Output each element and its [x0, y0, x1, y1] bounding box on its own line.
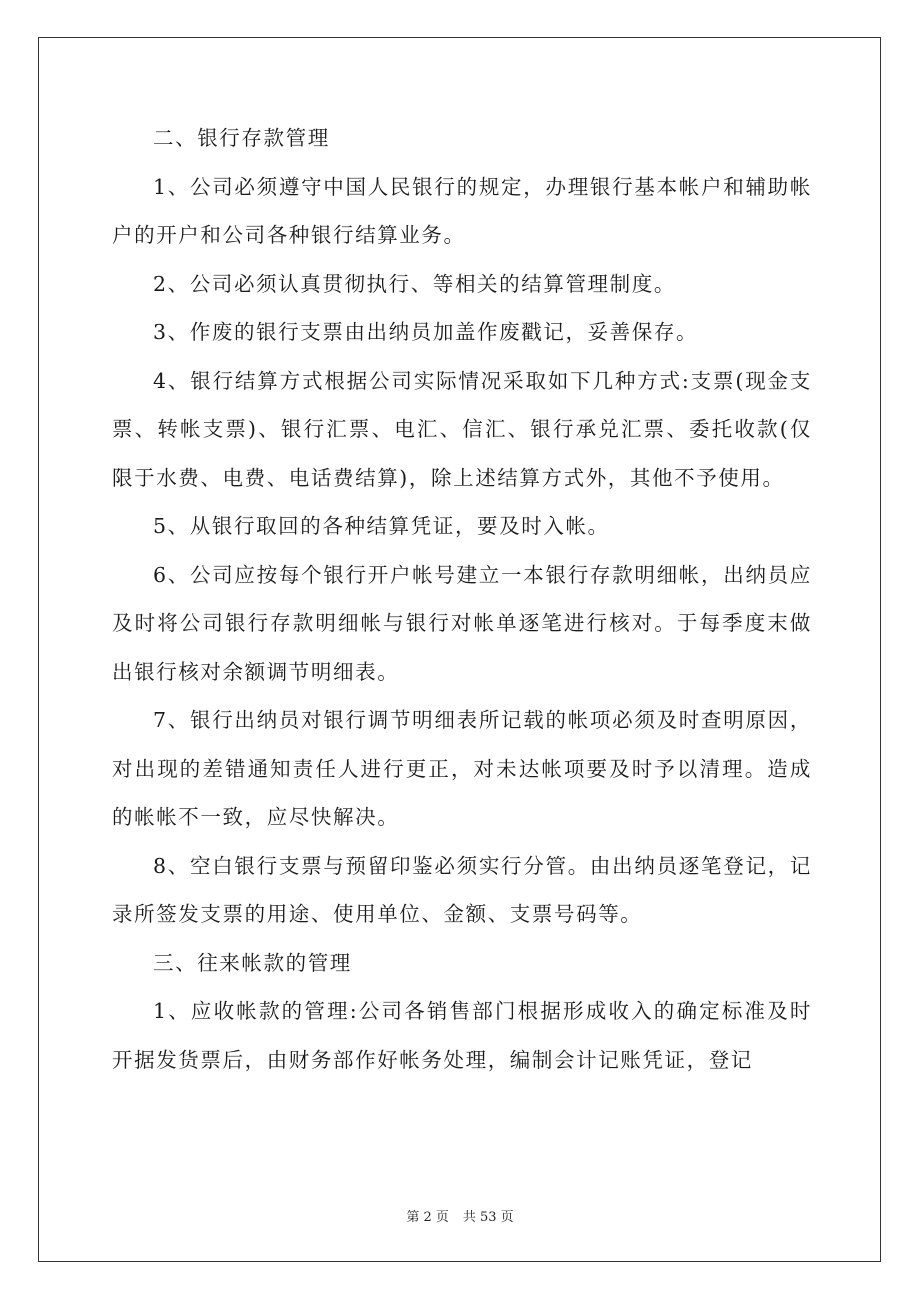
page-footer: [0, 1206, 920, 1225]
section-heading-bank-deposit: 二、银行存款管理: [153, 126, 330, 150]
paragraph-receivables-1: 1、应收帐款的管理:公司各销售部门根据形成收入的确定标准及时开据发货票后，由财务部作好帐务处理，编制会计记账凭证，登记: [112, 999, 812, 1072]
paragraph-item-5: 5、从银行取回的各种结算凭证，要及时入帐。: [153, 514, 610, 538]
section-heading-receivables: 三、往来帐款的管理: [153, 950, 352, 975]
page-total: 共 53 页: [462, 1210, 514, 1225]
paragraph-item-7: 7、银行出纳员对银行调节明细表所记载的帐项必须及时查明原因，对出现的差错通知责任人进行更正，对未达帐项要及时予以清理。造成的帐帐不一致，应尽快解决。: [112, 708, 812, 829]
paragraph-item-6: 6、公司应按每个银行开户帐号建立一本银行存款明细帐，出纳员应及时将公司银行存款明细帐与银行对帐单逐笔进行核对。于每季度末做出银行核对余额调节明细表。: [112, 562, 812, 684]
document-body: [112, 114, 812, 1084]
page-number: 第 2 页: [406, 1210, 449, 1225]
paragraph-item-3: 3、作废的银行支票由出纳员加盖作废戳记，妥善保存。: [153, 320, 699, 344]
paragraph-item-1: 1、公司必须遵守中国人民银行的规定，办理银行基本帐户和辅助帐户的开户和公司各种银行结算业务。: [112, 174, 812, 247]
paragraph-item-4: 4、银行结算方式根据公司实际情况采取如下几种方式:支票(现金支票、转帐支票)、银行汇票、电汇、信汇、银行承兑汇票、委托收款(仅限于水费、电费、电话费结算)，除上述结算方式外，其他不予使用。: [112, 368, 812, 490]
paragraph-item-8: 8、空白银行支票与预留印鉴必须实行分管。由出纳员逐笔登记，记录所签发支票的用途、使用单位、金额、支票号码等。: [112, 853, 812, 926]
paragraph-item-2: 2、公司必须认真贯彻执行、等相关的结算管理制度。: [153, 271, 676, 296]
